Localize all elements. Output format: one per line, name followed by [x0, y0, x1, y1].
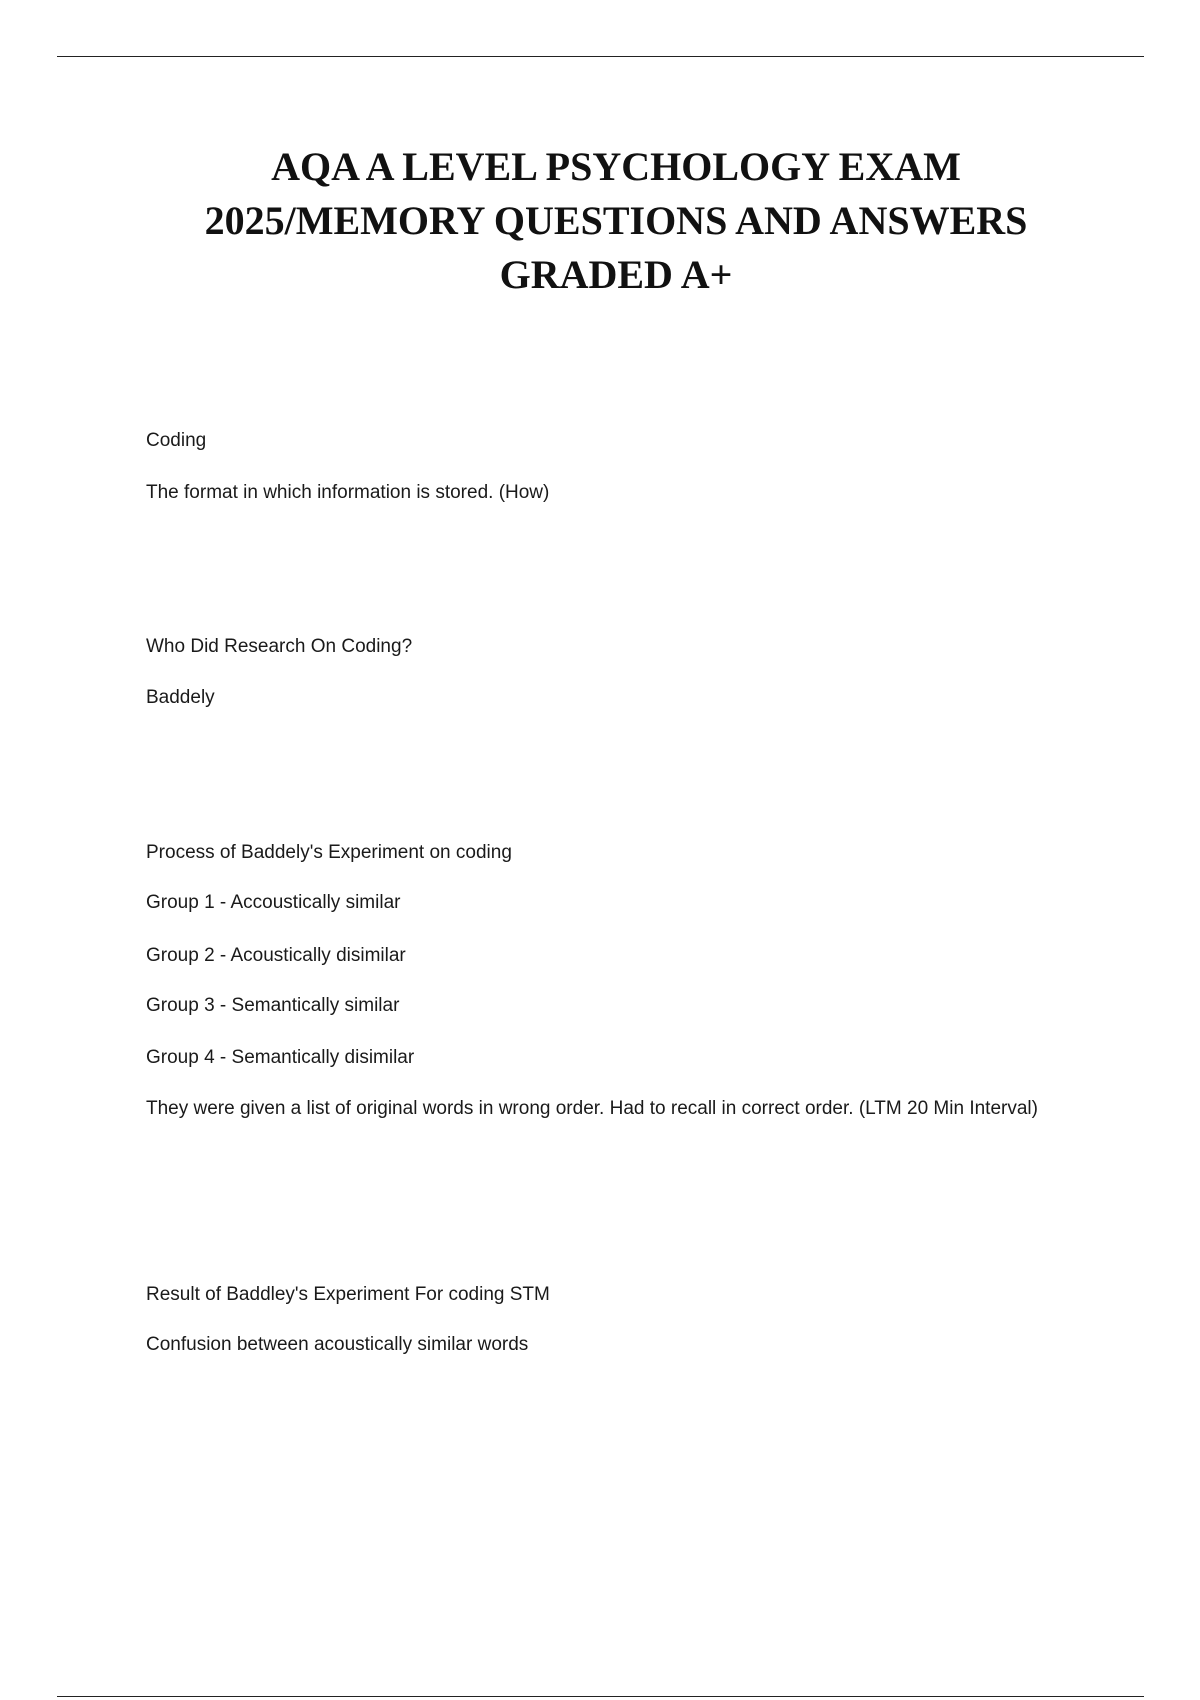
- card-question: Process of Baddely's Experiment on coding: [146, 842, 512, 863]
- card-answer: They were given a list of original words in wrong order. Had to recall in correct order. (LTM 20 Min Interval): [146, 1098, 1038, 1119]
- title-line-2: 2025/MEMORY QUESTIONS AND ANSWERS: [204, 198, 1028, 243]
- header-rule: [57, 56, 1144, 57]
- card-answer: Group 1 - Accoustically similar: [146, 892, 401, 913]
- card-question: Result of Baddley's Experiment For coding STM: [146, 1284, 550, 1305]
- title-line-3: GRADED A+: [499, 252, 733, 297]
- card-question: Who Did Research On Coding?: [146, 636, 413, 657]
- card-answer: The format in which information is stored. (How): [146, 482, 550, 503]
- card-answer: Baddely: [146, 687, 215, 708]
- card-answer: Group 4 - Semantically disimilar: [146, 1047, 415, 1068]
- card-answer: Group 2 - Acoustically disimilar: [146, 945, 406, 966]
- title-line-1: AQA A LEVEL PSYCHOLOGY EXAM: [271, 144, 961, 189]
- card-answer: Confusion between acoustically similar words: [146, 1334, 529, 1355]
- document-title: [120, 140, 1112, 302]
- card-answer: Group 3 - Semantically similar: [146, 995, 400, 1016]
- footer-rule: [57, 1696, 1144, 1697]
- card-question: Coding: [146, 430, 207, 451]
